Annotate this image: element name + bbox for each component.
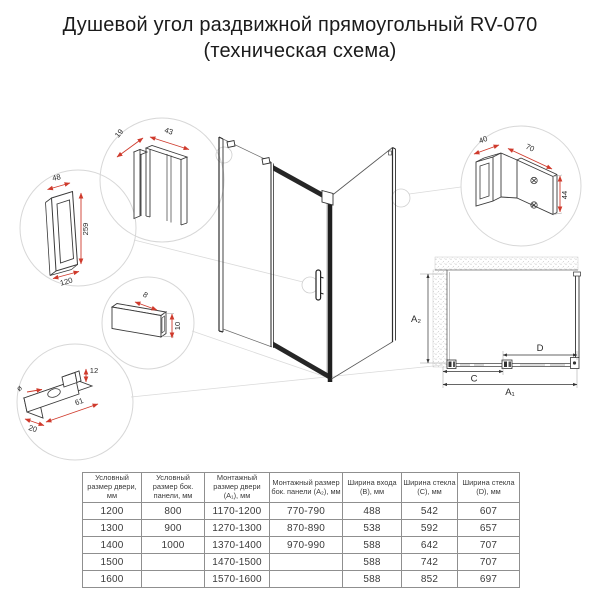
dim-guide-block-tab-height: 12 bbox=[89, 366, 99, 375]
technical-drawing bbox=[0, 88, 600, 470]
cell: 542 bbox=[402, 503, 458, 520]
door-bottom-rail bbox=[273, 342, 331, 381]
col-header-glass-c: Ширина стекла (C), мм bbox=[402, 473, 458, 503]
detail-handle bbox=[46, 172, 91, 287]
dim-guide-block-width: 20 bbox=[27, 423, 39, 435]
cell: 592 bbox=[402, 520, 458, 537]
cell: 1000 bbox=[142, 537, 205, 554]
detail-circle-handle bbox=[20, 170, 136, 286]
page-title-line1: Душевой угол раздвижной прямоугольный RV-070 bbox=[62, 14, 538, 36]
wall-profile-post bbox=[389, 148, 396, 343]
cell: 588 bbox=[343, 571, 402, 588]
dim-corner-bracket-height: 44 bbox=[560, 190, 569, 200]
cell: 588 bbox=[343, 554, 402, 571]
cell: 697 bbox=[458, 571, 520, 588]
dim-guide-block-length: 61 bbox=[73, 396, 85, 408]
cell: 607 bbox=[458, 503, 520, 520]
cell: 1170-1200 bbox=[205, 503, 270, 520]
col-header-entry-width: Ширина входа (B), мм bbox=[343, 473, 402, 503]
main-isometric-view bbox=[219, 137, 396, 382]
cell: 588 bbox=[343, 537, 402, 554]
cell: 1300 bbox=[83, 520, 142, 537]
dim-handle-width: 48 bbox=[51, 172, 62, 183]
cell: 657 bbox=[458, 520, 520, 537]
detail-callout-circles bbox=[17, 118, 581, 460]
cell: 1370-1400 bbox=[205, 537, 270, 554]
cell: 1200 bbox=[83, 503, 142, 520]
table-row bbox=[83, 554, 520, 571]
cell bbox=[142, 571, 205, 588]
fixed-panel-glass bbox=[223, 139, 272, 347]
detail-guide-block bbox=[14, 366, 98, 434]
plan-label-door-glass: D bbox=[536, 343, 544, 354]
table-row bbox=[83, 571, 520, 588]
cell: 770-790 bbox=[270, 503, 343, 520]
cell: 800 bbox=[142, 503, 205, 520]
corner-post-bracket bbox=[322, 191, 333, 206]
dim-guide-block-hole: ø bbox=[14, 383, 25, 394]
glass-clamp bbox=[262, 158, 270, 165]
plan-label-fixed-glass: C bbox=[470, 373, 478, 385]
cell: 538 bbox=[343, 520, 402, 537]
dim-corner-bracket-width: 40 bbox=[477, 133, 489, 146]
cell bbox=[142, 554, 205, 571]
side-panel-glass bbox=[332, 148, 394, 380]
col-header-door-size: Условный размер двери, мм bbox=[83, 473, 142, 503]
cell: 870-890 bbox=[270, 520, 343, 537]
cell: 1400 bbox=[83, 537, 142, 554]
table-header-row bbox=[83, 473, 520, 503]
cell: 1500 bbox=[83, 554, 142, 571]
wall-left bbox=[433, 270, 447, 367]
cell: 970-990 bbox=[270, 537, 343, 554]
plan-view bbox=[411, 257, 581, 398]
wall-top bbox=[435, 257, 578, 270]
detail-wall-profile bbox=[113, 126, 189, 225]
table-row bbox=[83, 537, 520, 554]
cell: 707 bbox=[458, 554, 520, 571]
cell: 488 bbox=[343, 503, 402, 520]
col-header-panel-mount: Монтажный размер бок. панели (A₂), мм bbox=[270, 473, 343, 503]
cell: 852 bbox=[402, 571, 458, 588]
door-rail-plan bbox=[447, 358, 579, 369]
cell: 707 bbox=[458, 537, 520, 554]
cell: 1470-1500 bbox=[205, 554, 270, 571]
wall-profile-plan bbox=[574, 272, 581, 358]
dim-wall-profile-depth: 19 bbox=[112, 127, 126, 140]
door-top-rail bbox=[273, 165, 329, 202]
col-header-door-mount: Монтажный размер двери (A₁), мм bbox=[205, 473, 270, 503]
plan-label-total-width: A₁ bbox=[505, 387, 515, 398]
cell bbox=[270, 554, 343, 571]
plan-label-side-depth: A₂ bbox=[410, 314, 422, 325]
cell: 1600 bbox=[83, 571, 142, 588]
dim-corner-bracket-length: 70 bbox=[524, 141, 536, 154]
dim-handle-height: 259 bbox=[81, 222, 90, 236]
cell: 642 bbox=[402, 537, 458, 554]
cell: 900 bbox=[142, 520, 205, 537]
col-header-glass-d: Ширина стекла (D), мм bbox=[458, 473, 520, 503]
dim-top-bar-depth: 8 bbox=[141, 289, 150, 300]
dim-handle-depth: 120 bbox=[58, 275, 74, 288]
page-title bbox=[0, 12, 600, 65]
col-header-panel-size: Условный размер бок. панели, мм bbox=[142, 473, 205, 503]
detail-top-bar bbox=[112, 290, 182, 338]
page-title-line2: (техническая схема) bbox=[203, 40, 397, 63]
detail-corner-bracket bbox=[474, 134, 569, 215]
cell: 1270-1300 bbox=[205, 520, 270, 537]
dim-wall-profile-width: 43 bbox=[163, 125, 175, 137]
cell bbox=[270, 571, 343, 588]
table-row bbox=[83, 503, 520, 520]
glass-clamp bbox=[227, 141, 235, 148]
dim-top-bar-height: 10 bbox=[173, 321, 182, 331]
door-handle bbox=[316, 270, 324, 300]
dimensions-table bbox=[82, 472, 520, 588]
table-row bbox=[83, 520, 520, 537]
cell: 1570-1600 bbox=[205, 571, 270, 588]
cell: 742 bbox=[402, 554, 458, 571]
